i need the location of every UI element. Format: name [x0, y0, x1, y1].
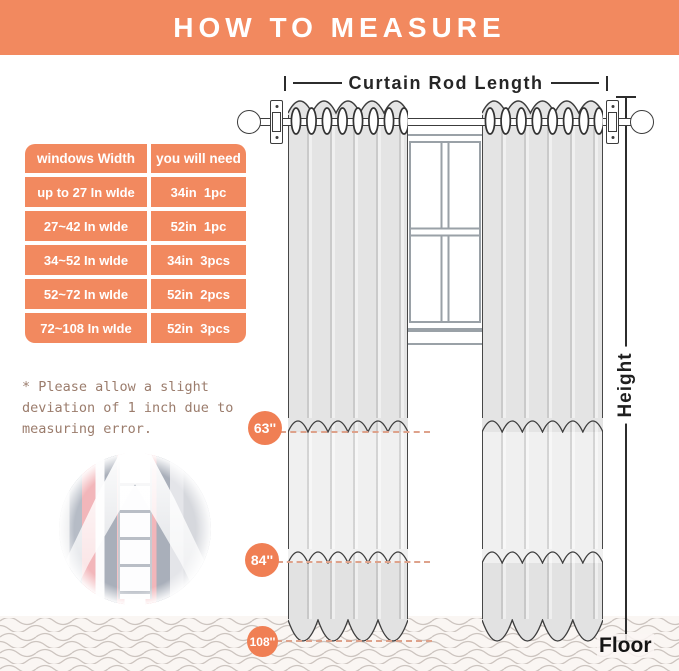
- product-photo: [59, 453, 211, 605]
- curtain-right-bottom-scallop: [482, 619, 603, 643]
- floor-label: Floor: [599, 634, 652, 657]
- note-line: * Please allow a slight: [22, 379, 209, 395]
- rod-length-dimension: [284, 72, 608, 94]
- bracket-screw-icon: [275, 136, 278, 139]
- height-label: Height: [613, 346, 639, 423]
- curtain-panel-left: [288, 113, 408, 620]
- size-table: [25, 144, 246, 343]
- note-line: deviation of 1 inch due to: [22, 400, 234, 416]
- header-banner: [0, 0, 679, 55]
- drop-badge-84: 84'': [245, 543, 279, 577]
- curtain-panel-right: [482, 113, 603, 620]
- dashed-guide-108: [276, 640, 432, 642]
- table-row-need: 52in 3pcs: [151, 313, 246, 343]
- curtain-right-84-wave: [482, 549, 603, 564]
- window-frame: [402, 134, 488, 330]
- page-title: HOW TO MEASURE: [173, 11, 506, 43]
- dashed-guide-63: [280, 431, 430, 433]
- table-row-need: 34in 1pc: [151, 177, 246, 207]
- table-row-need: 52in 1pc: [151, 211, 246, 241]
- table-row-width: 27~42 In wIde: [25, 211, 147, 241]
- rod-finial-right: [630, 110, 654, 134]
- rod-bracket-clamp-right: [608, 112, 617, 132]
- dimension-line-left: [293, 82, 342, 84]
- drop-badge-108: 108'': [247, 626, 278, 657]
- dimension-tick-left: [284, 76, 286, 91]
- bracket-screw-icon: [275, 105, 278, 108]
- table-row-need: 52in 2pcs: [151, 279, 246, 309]
- curtain-right-rings: [482, 104, 603, 138]
- dimension-line-right: [551, 82, 600, 84]
- table-row-width: 72~108 In wIde: [25, 313, 147, 343]
- dashed-guide-84: [277, 561, 430, 563]
- note-line: measuring error.: [22, 421, 153, 437]
- rod-finial-left: [237, 110, 261, 134]
- height-tick-top: [616, 96, 636, 98]
- table-header-you-will-need: you will need: [151, 144, 246, 173]
- rod-length-label: Curtain Rod Length: [348, 72, 544, 93]
- table-header-windows-width: windows Width: [25, 144, 147, 173]
- table-row-width: 34~52 In wIde: [25, 245, 147, 275]
- rod-bracket-clamp-left: [272, 112, 281, 132]
- table-row-need: 34in 3pcs: [151, 245, 246, 275]
- curtain-right-63-wave: [482, 418, 603, 433]
- drop-badge-63: 63'': [248, 411, 282, 445]
- dimension-tick-right: [606, 76, 608, 91]
- window-mullion-horizontal: [411, 228, 479, 237]
- table-row-width: 52~72 In wIde: [25, 279, 147, 309]
- bracket-screw-icon: [611, 136, 614, 139]
- photo-vignette: [59, 453, 211, 605]
- curtain-left-rings: [288, 104, 408, 138]
- table-row-width: up to 27 In wIde: [25, 177, 147, 207]
- measuring-note: [22, 377, 262, 440]
- window-inner-frame: [409, 141, 481, 323]
- bracket-screw-icon: [611, 105, 614, 108]
